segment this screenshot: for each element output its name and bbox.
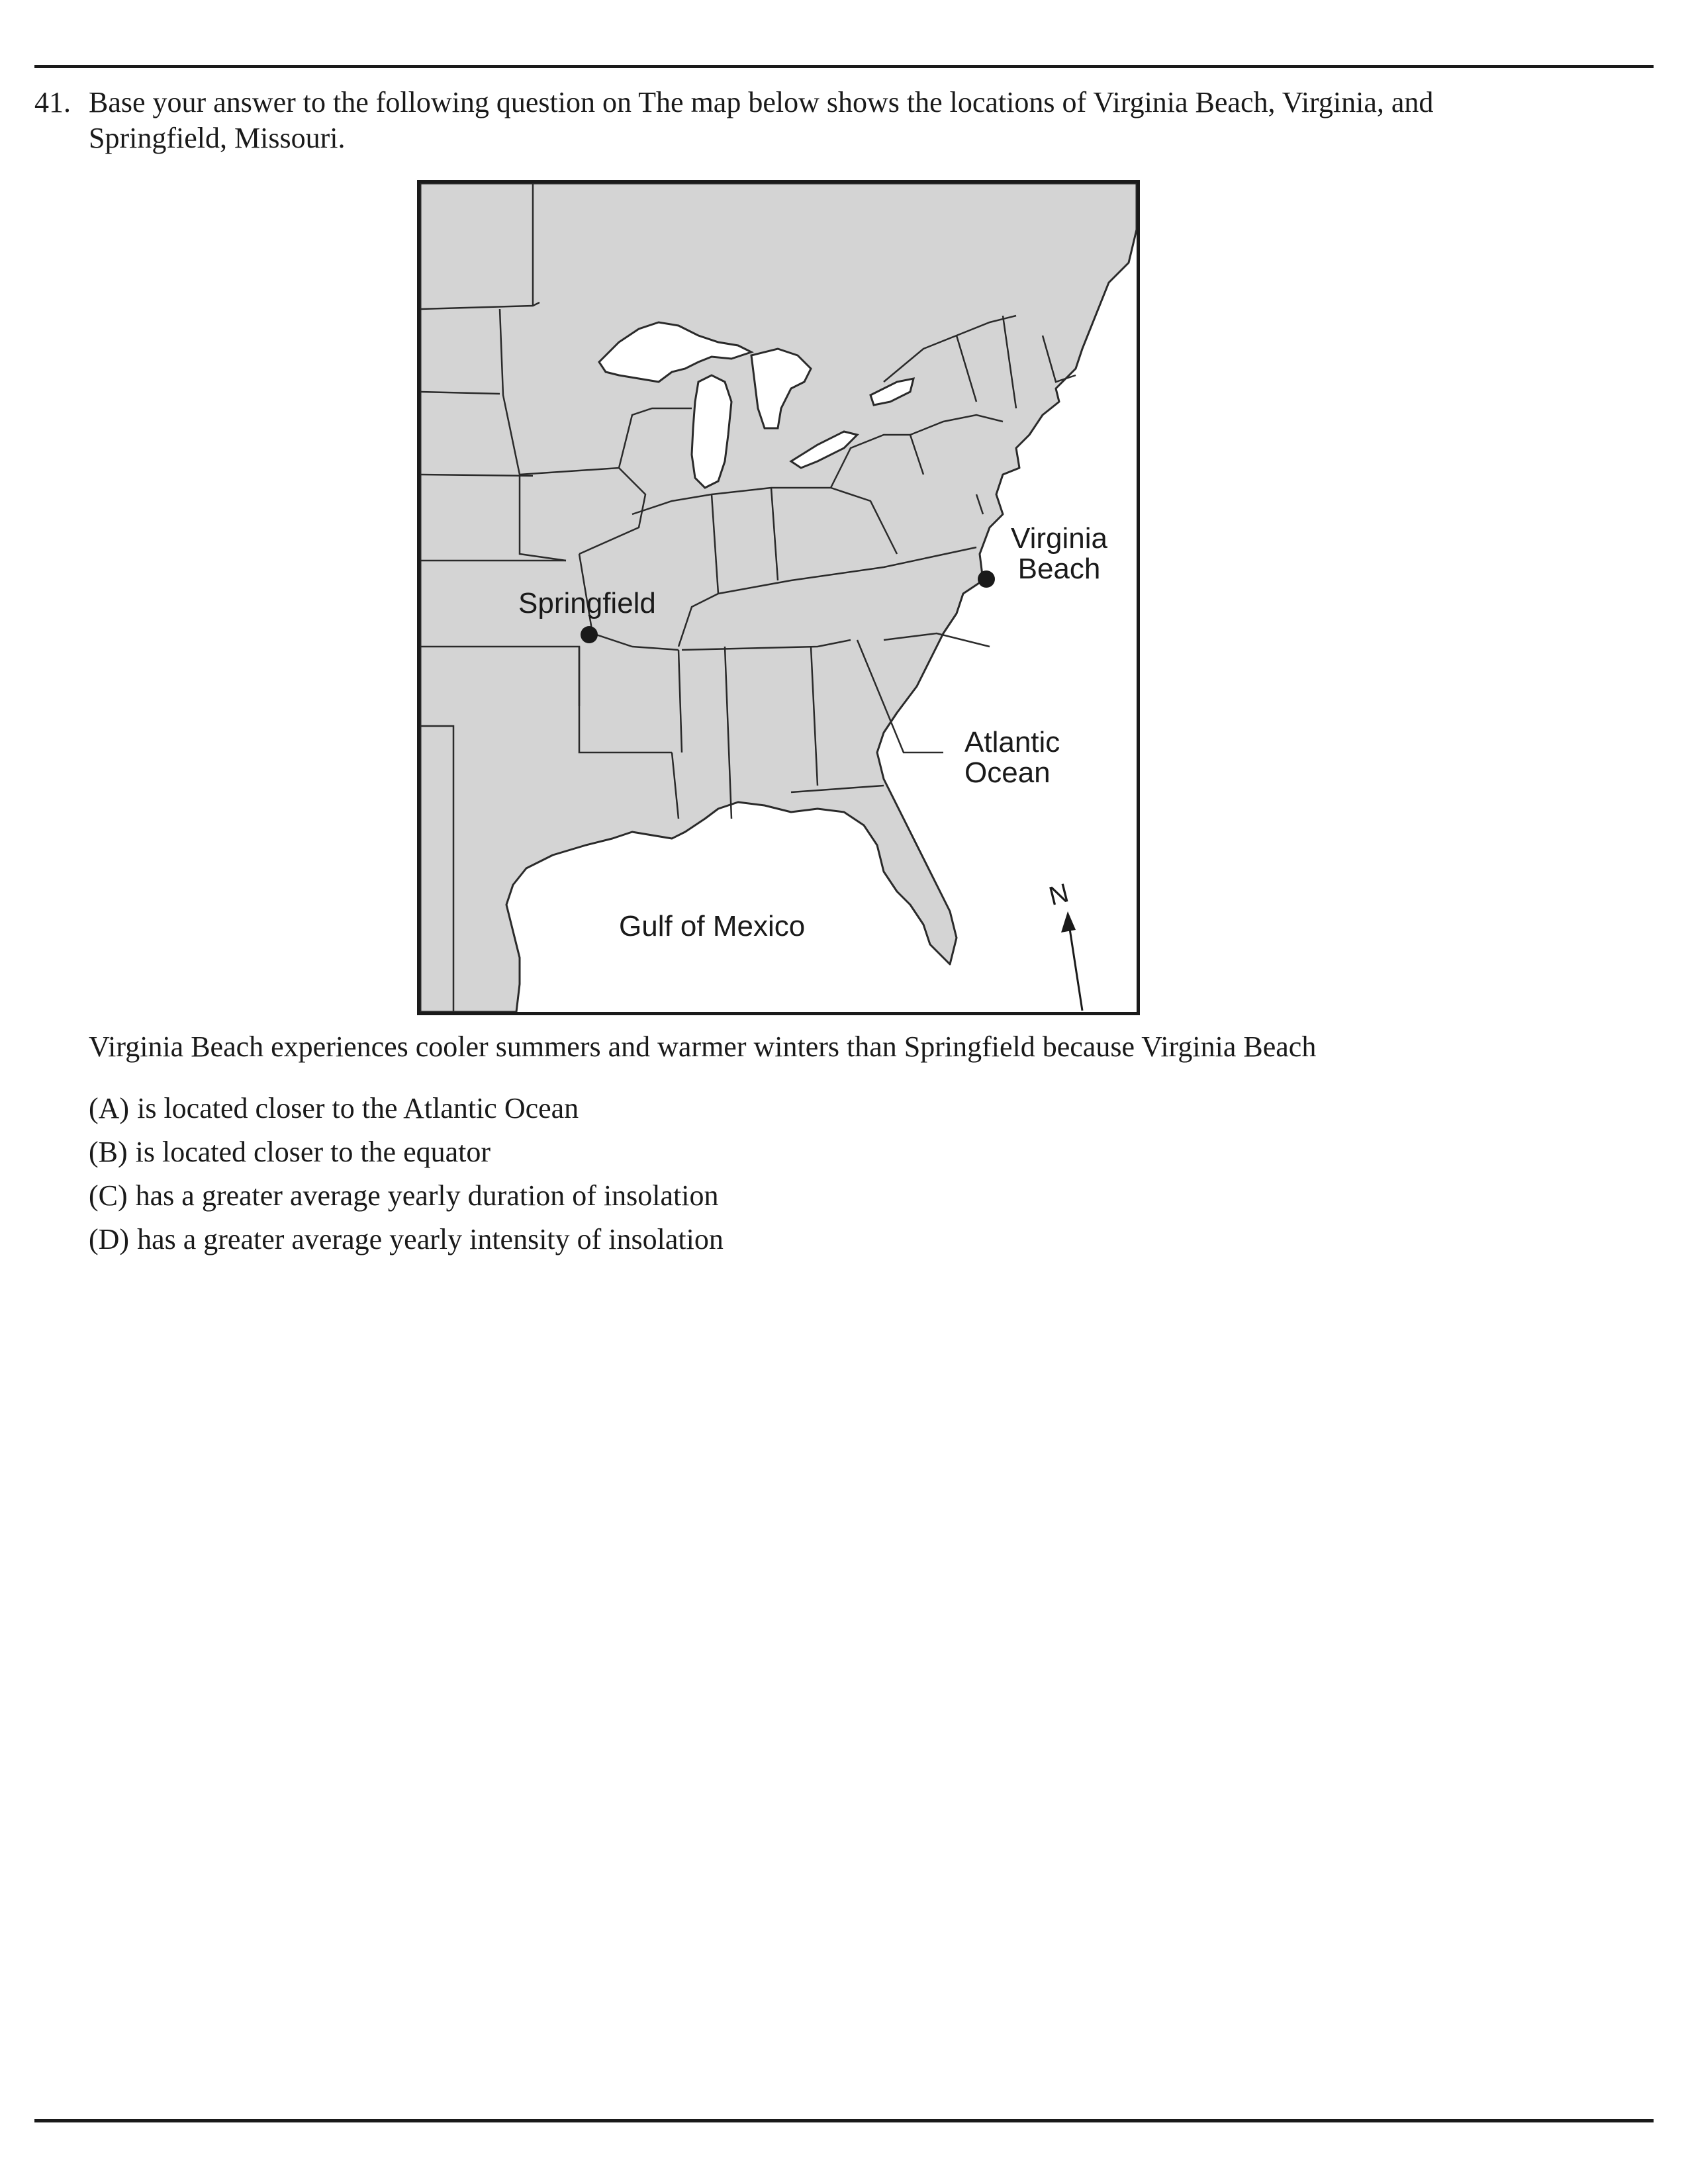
label-atlantic-line1: Atlantic [964,726,1060,758]
choice-a-text: is located closer to the Atlantic Ocean [137,1092,579,1124]
page-header-mark [794,26,880,32]
choice-c[interactable] [89,1174,724,1218]
choice-a[interactable] [89,1087,724,1130]
north-arrow-head [1061,911,1076,933]
springfield-marker [581,626,598,643]
label-springfield: Springfield [518,587,656,619]
choice-b-text: is located closer to the equator [135,1136,491,1168]
north-label: N [1046,878,1072,911]
choice-d[interactable] [89,1218,724,1261]
top-rule [34,65,1654,68]
virginia-beach-marker [978,570,995,588]
choice-c-text: has a greater average yearly duration of insolation [135,1179,719,1212]
label-atlantic-ocean [964,727,1060,788]
choice-d-text: has a greater average yearly intensity of insolation [137,1223,724,1255]
choice-a-letter: (A) [89,1092,130,1124]
choice-b[interactable] [89,1130,724,1174]
label-virginia-line1: Virginia [1011,522,1107,555]
label-gulf-of-mexico: Gulf of Mexico [619,910,806,942]
choice-d-letter: (D) [89,1223,130,1255]
choice-c-letter: (C) [89,1179,128,1212]
label-virginia-beach [1003,523,1115,584]
map-figure [417,180,1140,1015]
answer-choices [89,1087,724,1261]
choice-b-letter: (B) [89,1136,128,1168]
label-atlantic-line2: Ocean [964,756,1051,789]
question-intro: Base your answer to the following question on The map below shows the locations of Virginia Beach, Virginia, and Springfield, Missouri. [89,86,1434,154]
north-arrow-line [1069,925,1082,1011]
question-number: 41. [34,86,71,118]
question-stem: Virginia Beach experiences cooler summers and warmer winters than Springfield because Virginia Beach [89,1030,1317,1063]
label-virginia-line2: Beach [1017,553,1101,585]
bottom-rule [34,2119,1654,2122]
